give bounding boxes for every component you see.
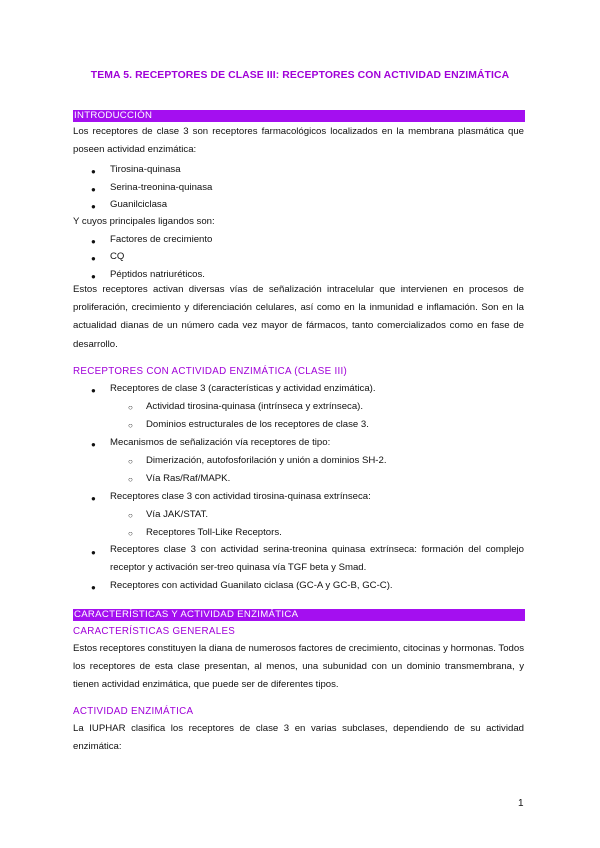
ligand-item: Factores de crecimiento xyxy=(110,234,213,245)
receptor-item: Receptores con actividad Guanilato ciclasa (GC-A y GC-B, GC-C). xyxy=(110,580,393,591)
subheading-receptores: RECEPTORES CON ACTIVIDAD ENZIMÁTICA (CLASE III) xyxy=(73,366,348,377)
bullet-icon: ● xyxy=(91,185,96,194)
intro-paragraph-1: Los receptores de clase 3 son receptores farmacológicos localizados en la membrana plasmática que poseen actividad enzimática: xyxy=(73,126,524,156)
bullet-icon: ● xyxy=(91,494,96,503)
bullet-icon: ● xyxy=(91,167,96,176)
actividad-paragraph: La IUPHAR clasifica los receptores de clase 3 en varias subclases, dependiendo de su actividad enzimática: xyxy=(73,723,524,753)
caracteristicas-paragraph: Estos receptores constituyen la diana de numerosos factores de crecimiento, citocinas y hormonas. Todos los receptores de esta clase presentan, al menos, una subunidad con un dominio transmembrana, y tienen actividad enzimática, que puede ser de diferentes tipos. xyxy=(73,643,524,691)
bullet-icon: ● xyxy=(91,202,96,211)
receptor-item: Receptores clase 3 con actividad tirosina-quinasa extrínseca: xyxy=(110,491,371,502)
bullet-icon: ● xyxy=(91,254,96,263)
ligand-item: Péptidos natriuréticos. xyxy=(110,269,205,280)
ligands-lead: Y cuyos principales ligandos son: xyxy=(73,216,215,227)
enzyme-item: Tirosina-quinasa xyxy=(110,164,181,175)
page-number: 1 xyxy=(518,798,524,809)
circle-bullet-icon: ○ xyxy=(128,457,133,466)
receptor-item: Receptores clase 3 con actividad serina-treonina quinasa extrínseca: formación del complejo receptor y activación ser-treo quinasa vía TGF beta y Smad. xyxy=(110,544,524,573)
ligand-item: CQ xyxy=(110,251,125,262)
receptor-subitem: Vía Ras/Raf/MAPK. xyxy=(146,473,231,484)
circle-bullet-icon: ○ xyxy=(128,529,133,538)
receptor-subitem: Actividad tirosina-quinasa (intrínseca y extrínseca). xyxy=(146,401,364,412)
subheading-caracteristicas-generales: CARACTERÍSTICAS GENERALES xyxy=(73,626,236,637)
bullet-icon: ● xyxy=(91,237,96,246)
subheading-actividad-enzimatica: ACTIVIDAD ENZIMÁTICA xyxy=(73,706,194,717)
circle-bullet-icon: ○ xyxy=(128,511,133,520)
circle-bullet-icon: ○ xyxy=(128,475,133,484)
document-title: TEMA 5. RECEPTORES DE CLASE III: RECEPTORES CON ACTIVIDAD ENZIMÁTICA xyxy=(90,70,510,81)
receptor-item: Receptores de clase 3 (características y actividad enzimática). xyxy=(110,383,376,394)
bullet-icon: ● xyxy=(91,272,96,281)
circle-bullet-icon: ○ xyxy=(128,403,133,412)
receptor-subitem: Dominios estructurales de los receptores de clase 3. xyxy=(146,419,369,430)
bullet-icon: ● xyxy=(91,440,96,449)
section-heading-introduccion: INTRODUCCIÓN xyxy=(73,110,525,122)
enzyme-item: Guanilciclasa xyxy=(110,199,168,210)
enzyme-item: Serina-treonina-quinasa xyxy=(110,182,213,193)
receptor-subitem: Dimerización, autofosforilación y unión a dominios SH-2. xyxy=(146,455,387,466)
circle-bullet-icon: ○ xyxy=(128,421,133,430)
receptor-item: Mecanismos de señalización vía receptores de tipo: xyxy=(110,437,331,448)
receptor-subitem: Vía JAK/STAT. xyxy=(146,509,209,520)
intro-paragraph-2: Estos receptores activan diversas vías de señalización intracelular que intervienen en procesos de proliferación, crecimiento y diferenciación celulares, así como en la inmunidad e inflamación. Son en la actualidad dianas de un número cada vez mayor de fármacos, tanto comercializados como en fase de desarrollo. xyxy=(73,284,524,350)
bullet-icon: ● xyxy=(91,386,96,395)
bullet-icon: ● xyxy=(91,548,96,557)
receptor-subitem: Receptores Toll-Like Receptors. xyxy=(146,527,282,538)
bullet-icon: ● xyxy=(91,583,96,592)
section-heading-caracteristicas: CARACTERÍSTICAS Y ACTIVIDAD ENZIMÁTICA xyxy=(73,609,525,621)
